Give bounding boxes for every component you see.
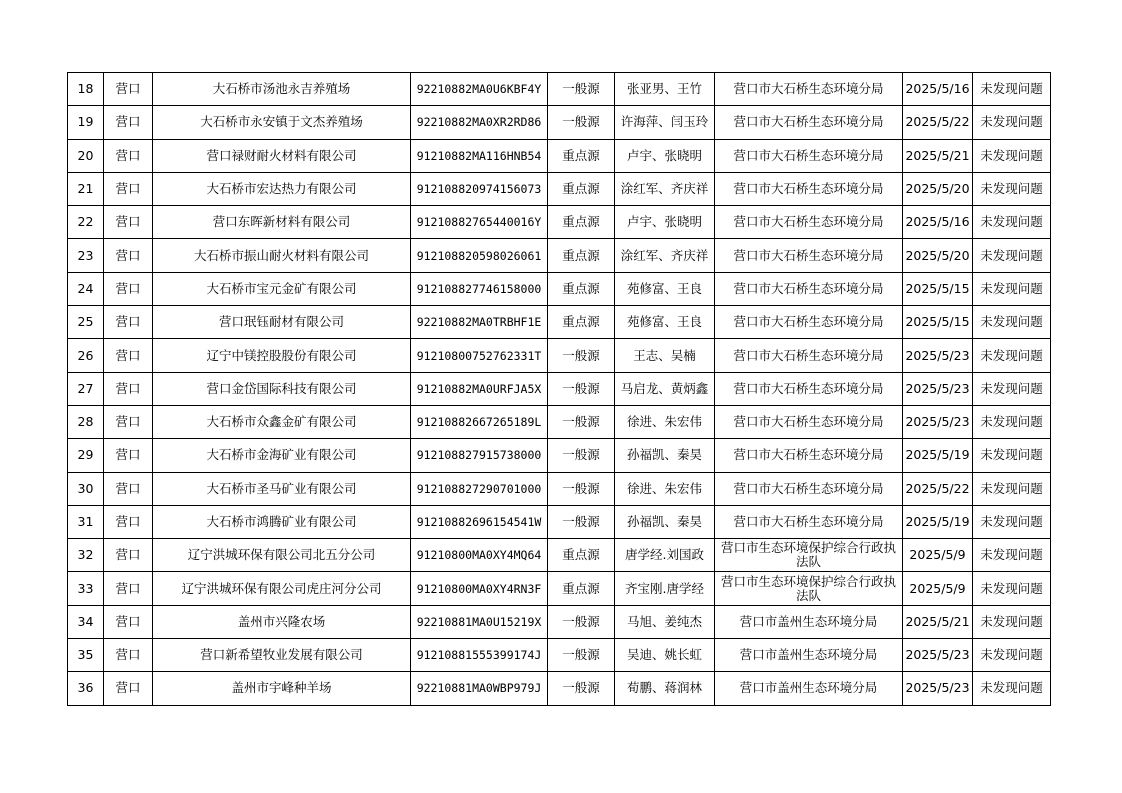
row-number-cell: 28	[68, 405, 104, 438]
credit-code-cell: 92210882MA0TRBHF1E	[411, 306, 548, 339]
credit-code-cell: 912108820598026061	[411, 239, 548, 272]
inspection-date-cell: 2025/5/19	[903, 439, 973, 472]
table-row	[68, 106, 1051, 139]
row-number-cell: 33	[68, 572, 104, 605]
company-name-cell: 盖州市兴隆农场	[153, 605, 411, 638]
inspectors-cell: 徐进、朱宏伟	[615, 472, 715, 505]
agency-cell: 营口市生态环境保护综合行政执法队	[715, 539, 903, 572]
result-cell: 未发现问题	[973, 572, 1051, 605]
row-number-cell: 31	[68, 505, 104, 538]
company-name-cell: 营口禄财耐火材料有限公司	[153, 139, 411, 172]
credit-code-cell: 91210882MA116HNB54	[411, 139, 548, 172]
credit-code-cell: 92210881MA0WBP979J	[411, 672, 548, 705]
source-type-cell: 重点源	[548, 539, 615, 572]
row-number-cell: 22	[68, 206, 104, 239]
source-type-cell: 一般源	[548, 472, 615, 505]
table-row	[68, 505, 1051, 538]
result-cell: 未发现问题	[973, 106, 1051, 139]
inspection-date-cell: 2025/5/20	[903, 172, 973, 205]
table-row	[68, 605, 1051, 638]
inspection-date-cell: 2025/5/9	[903, 539, 973, 572]
result-cell: 未发现问题	[973, 539, 1051, 572]
company-name-cell: 大石桥市众鑫金矿有限公司	[153, 405, 411, 438]
company-name-cell: 营口金岱国际科技有限公司	[153, 372, 411, 405]
table-row	[68, 572, 1051, 605]
agency-cell: 营口市大石桥生态环境分局	[715, 172, 903, 205]
result-cell: 未发现问题	[973, 206, 1051, 239]
agency-cell: 营口市大石桥生态环境分局	[715, 206, 903, 239]
inspectors-cell: 马启龙、黄炳鑫	[615, 372, 715, 405]
inspectors-cell: 许海萍、闫玉玲	[615, 106, 715, 139]
credit-code-cell: 91210800MA0XY4RN3F	[411, 572, 548, 605]
credit-code-cell: 92210881MA0U15219X	[411, 605, 548, 638]
row-number-cell: 35	[68, 639, 104, 672]
inspectors-cell: 马旭、姜纯杰	[615, 605, 715, 638]
company-name-cell: 大石桥市振山耐火材料有限公司	[153, 239, 411, 272]
inspection-date-cell: 2025/5/16	[903, 73, 973, 106]
credit-code-cell: 91210800752762331T	[411, 339, 548, 372]
agency-cell: 营口市大石桥生态环境分局	[715, 372, 903, 405]
source-type-cell: 一般源	[548, 405, 615, 438]
company-name-cell: 辽宁中镁控股股份有限公司	[153, 339, 411, 372]
row-number-cell: 20	[68, 139, 104, 172]
result-cell: 未发现问题	[973, 172, 1051, 205]
inspection-table	[67, 72, 1051, 706]
source-type-cell: 一般源	[548, 73, 615, 106]
company-name-cell: 营口东晖新材料有限公司	[153, 206, 411, 239]
table-body	[68, 73, 1051, 706]
result-cell: 未发现问题	[973, 605, 1051, 638]
table-row	[68, 139, 1051, 172]
credit-code-cell: 92210882MA0U6KBF4Y	[411, 73, 548, 106]
inspectors-cell: 苑修富、王良	[615, 272, 715, 305]
inspectors-cell: 涂红军、齐庆祥	[615, 172, 715, 205]
inspectors-cell: 王志、吴楠	[615, 339, 715, 372]
inspection-date-cell: 2025/5/15	[903, 272, 973, 305]
inspection-date-cell: 2025/5/19	[903, 505, 973, 538]
table-row	[68, 172, 1051, 205]
company-name-cell: 大石桥市金海矿业有限公司	[153, 439, 411, 472]
credit-code-cell: 91210881555399174J	[411, 639, 548, 672]
result-cell: 未发现问题	[973, 73, 1051, 106]
inspection-date-cell: 2025/5/23	[903, 672, 973, 705]
credit-code-cell: 912108827746158000	[411, 272, 548, 305]
table-row	[68, 206, 1051, 239]
inspectors-cell: 涂红军、齐庆祥	[615, 239, 715, 272]
row-number-cell: 23	[68, 239, 104, 272]
city-cell: 营口	[104, 572, 153, 605]
credit-code-cell: 91210882696154541W	[411, 505, 548, 538]
source-type-cell: 重点源	[548, 172, 615, 205]
table-row	[68, 272, 1051, 305]
table-row	[68, 306, 1051, 339]
row-number-cell: 29	[68, 439, 104, 472]
agency-cell: 营口市大石桥生态环境分局	[715, 239, 903, 272]
agency-cell: 营口市大石桥生态环境分局	[715, 339, 903, 372]
company-name-cell: 大石桥市永安镇于文杰养殖场	[153, 106, 411, 139]
source-type-cell: 重点源	[548, 306, 615, 339]
company-name-cell: 大石桥市宝元金矿有限公司	[153, 272, 411, 305]
row-number-cell: 25	[68, 306, 104, 339]
result-cell: 未发现问题	[973, 372, 1051, 405]
table-row	[68, 339, 1051, 372]
inspectors-cell: 孙福凯、秦昊	[615, 505, 715, 538]
table-row	[68, 439, 1051, 472]
result-cell: 未发现问题	[973, 239, 1051, 272]
credit-code-cell: 91210882765440016Y	[411, 206, 548, 239]
result-cell: 未发现问题	[973, 472, 1051, 505]
city-cell: 营口	[104, 272, 153, 305]
inspectors-cell: 齐宝刚.唐学经	[615, 572, 715, 605]
city-cell: 营口	[104, 339, 153, 372]
result-cell: 未发现问题	[973, 639, 1051, 672]
source-type-cell: 重点源	[548, 139, 615, 172]
inspectors-cell: 卢宇、张晓明	[615, 206, 715, 239]
result-cell: 未发现问题	[973, 272, 1051, 305]
source-type-cell: 一般源	[548, 672, 615, 705]
inspection-date-cell: 2025/5/23	[903, 639, 973, 672]
city-cell: 营口	[104, 106, 153, 139]
city-cell: 营口	[104, 372, 153, 405]
source-type-cell: 重点源	[548, 206, 615, 239]
inspection-date-cell: 2025/5/23	[903, 339, 973, 372]
city-cell: 营口	[104, 139, 153, 172]
row-number-cell: 34	[68, 605, 104, 638]
source-type-cell: 一般源	[548, 639, 615, 672]
agency-cell: 营口市盖州生态环境分局	[715, 672, 903, 705]
result-cell: 未发现问题	[973, 306, 1051, 339]
inspectors-cell: 苑修富、王良	[615, 306, 715, 339]
company-name-cell: 辽宁洪城环保有限公司虎庄河分公司	[153, 572, 411, 605]
city-cell: 营口	[104, 239, 153, 272]
agency-cell: 营口市生态环境保护综合行政执法队	[715, 572, 903, 605]
result-cell: 未发现问题	[973, 505, 1051, 538]
credit-code-cell: 92210882MA0XR2RD86	[411, 106, 548, 139]
inspection-date-cell: 2025/5/21	[903, 605, 973, 638]
company-name-cell: 大石桥市宏达热力有限公司	[153, 172, 411, 205]
city-cell: 营口	[104, 206, 153, 239]
inspection-date-cell: 2025/5/22	[903, 106, 973, 139]
company-name-cell: 大石桥市汤池永吉养殖场	[153, 73, 411, 106]
row-number-cell: 26	[68, 339, 104, 372]
credit-code-cell: 91210882MA0URFJA5X	[411, 372, 548, 405]
city-cell: 营口	[104, 405, 153, 438]
credit-code-cell: 912108827915738000	[411, 439, 548, 472]
agency-cell: 营口市大石桥生态环境分局	[715, 272, 903, 305]
city-cell: 营口	[104, 472, 153, 505]
row-number-cell: 36	[68, 672, 104, 705]
company-name-cell: 盖州市宇峰种羊场	[153, 672, 411, 705]
company-name-cell: 营口珉钰耐材有限公司	[153, 306, 411, 339]
source-type-cell: 一般源	[548, 505, 615, 538]
row-number-cell: 24	[68, 272, 104, 305]
inspectors-cell: 唐学经.刘国政	[615, 539, 715, 572]
table-row	[68, 539, 1051, 572]
inspection-date-cell: 2025/5/16	[903, 206, 973, 239]
source-type-cell: 一般源	[548, 106, 615, 139]
inspectors-cell: 张亚男、王竹	[615, 73, 715, 106]
table-row	[68, 639, 1051, 672]
row-number-cell: 27	[68, 372, 104, 405]
agency-cell: 营口市盖州生态环境分局	[715, 639, 903, 672]
source-type-cell: 重点源	[548, 239, 615, 272]
company-name-cell: 大石桥市圣马矿业有限公司	[153, 472, 411, 505]
company-name-cell: 辽宁洪城环保有限公司北五分公司	[153, 539, 411, 572]
table-row	[68, 372, 1051, 405]
row-number-cell: 30	[68, 472, 104, 505]
agency-cell: 营口市大石桥生态环境分局	[715, 505, 903, 538]
agency-cell: 营口市大石桥生态环境分局	[715, 439, 903, 472]
inspectors-cell: 孙福凯、秦昊	[615, 439, 715, 472]
inspectors-cell: 徐进、朱宏伟	[615, 405, 715, 438]
inspection-date-cell: 2025/5/9	[903, 572, 973, 605]
source-type-cell: 重点源	[548, 572, 615, 605]
result-cell: 未发现问题	[973, 672, 1051, 705]
row-number-cell: 32	[68, 539, 104, 572]
inspectors-cell: 卢宇、张晓明	[615, 139, 715, 172]
table-row	[68, 73, 1051, 106]
source-type-cell: 一般源	[548, 439, 615, 472]
agency-cell: 营口市大石桥生态环境分局	[715, 106, 903, 139]
inspectors-cell: 荀鹏、蒋润林	[615, 672, 715, 705]
company-name-cell: 大石桥市鸿腾矿业有限公司	[153, 505, 411, 538]
inspection-date-cell: 2025/5/23	[903, 405, 973, 438]
credit-code-cell: 91210800MA0XY4MQ64	[411, 539, 548, 572]
table-row	[68, 239, 1051, 272]
table-row	[68, 472, 1051, 505]
city-cell: 营口	[104, 172, 153, 205]
agency-cell: 营口市大石桥生态环境分局	[715, 472, 903, 505]
inspection-date-cell: 2025/5/20	[903, 239, 973, 272]
result-cell: 未发现问题	[973, 339, 1051, 372]
agency-cell: 营口市大石桥生态环境分局	[715, 405, 903, 438]
city-cell: 营口	[104, 672, 153, 705]
city-cell: 营口	[104, 539, 153, 572]
source-type-cell: 一般源	[548, 339, 615, 372]
result-cell: 未发现问题	[973, 439, 1051, 472]
city-cell: 营口	[104, 639, 153, 672]
row-number-cell: 21	[68, 172, 104, 205]
city-cell: 营口	[104, 73, 153, 106]
table-row	[68, 672, 1051, 705]
result-cell: 未发现问题	[973, 405, 1051, 438]
result-cell: 未发现问题	[973, 139, 1051, 172]
credit-code-cell: 912108827290701000	[411, 472, 548, 505]
company-name-cell: 营口新希望牧业发展有限公司	[153, 639, 411, 672]
inspection-date-cell: 2025/5/23	[903, 372, 973, 405]
agency-cell: 营口市大石桥生态环境分局	[715, 73, 903, 106]
inspection-date-cell: 2025/5/22	[903, 472, 973, 505]
city-cell: 营口	[104, 605, 153, 638]
agency-cell: 营口市大石桥生态环境分局	[715, 139, 903, 172]
city-cell: 营口	[104, 439, 153, 472]
agency-cell: 营口市大石桥生态环境分局	[715, 306, 903, 339]
row-number-cell: 19	[68, 106, 104, 139]
city-cell: 营口	[104, 306, 153, 339]
credit-code-cell: 912108820974156073	[411, 172, 548, 205]
inspection-date-cell: 2025/5/21	[903, 139, 973, 172]
row-number-cell: 18	[68, 73, 104, 106]
inspectors-cell: 吴迪、姚长虹	[615, 639, 715, 672]
credit-code-cell: 91210882667265189L	[411, 405, 548, 438]
source-type-cell: 重点源	[548, 272, 615, 305]
city-cell: 营口	[104, 505, 153, 538]
source-type-cell: 一般源	[548, 605, 615, 638]
source-type-cell: 一般源	[548, 372, 615, 405]
inspection-date-cell: 2025/5/15	[903, 306, 973, 339]
table-row	[68, 405, 1051, 438]
agency-cell: 营口市盖州生态环境分局	[715, 605, 903, 638]
